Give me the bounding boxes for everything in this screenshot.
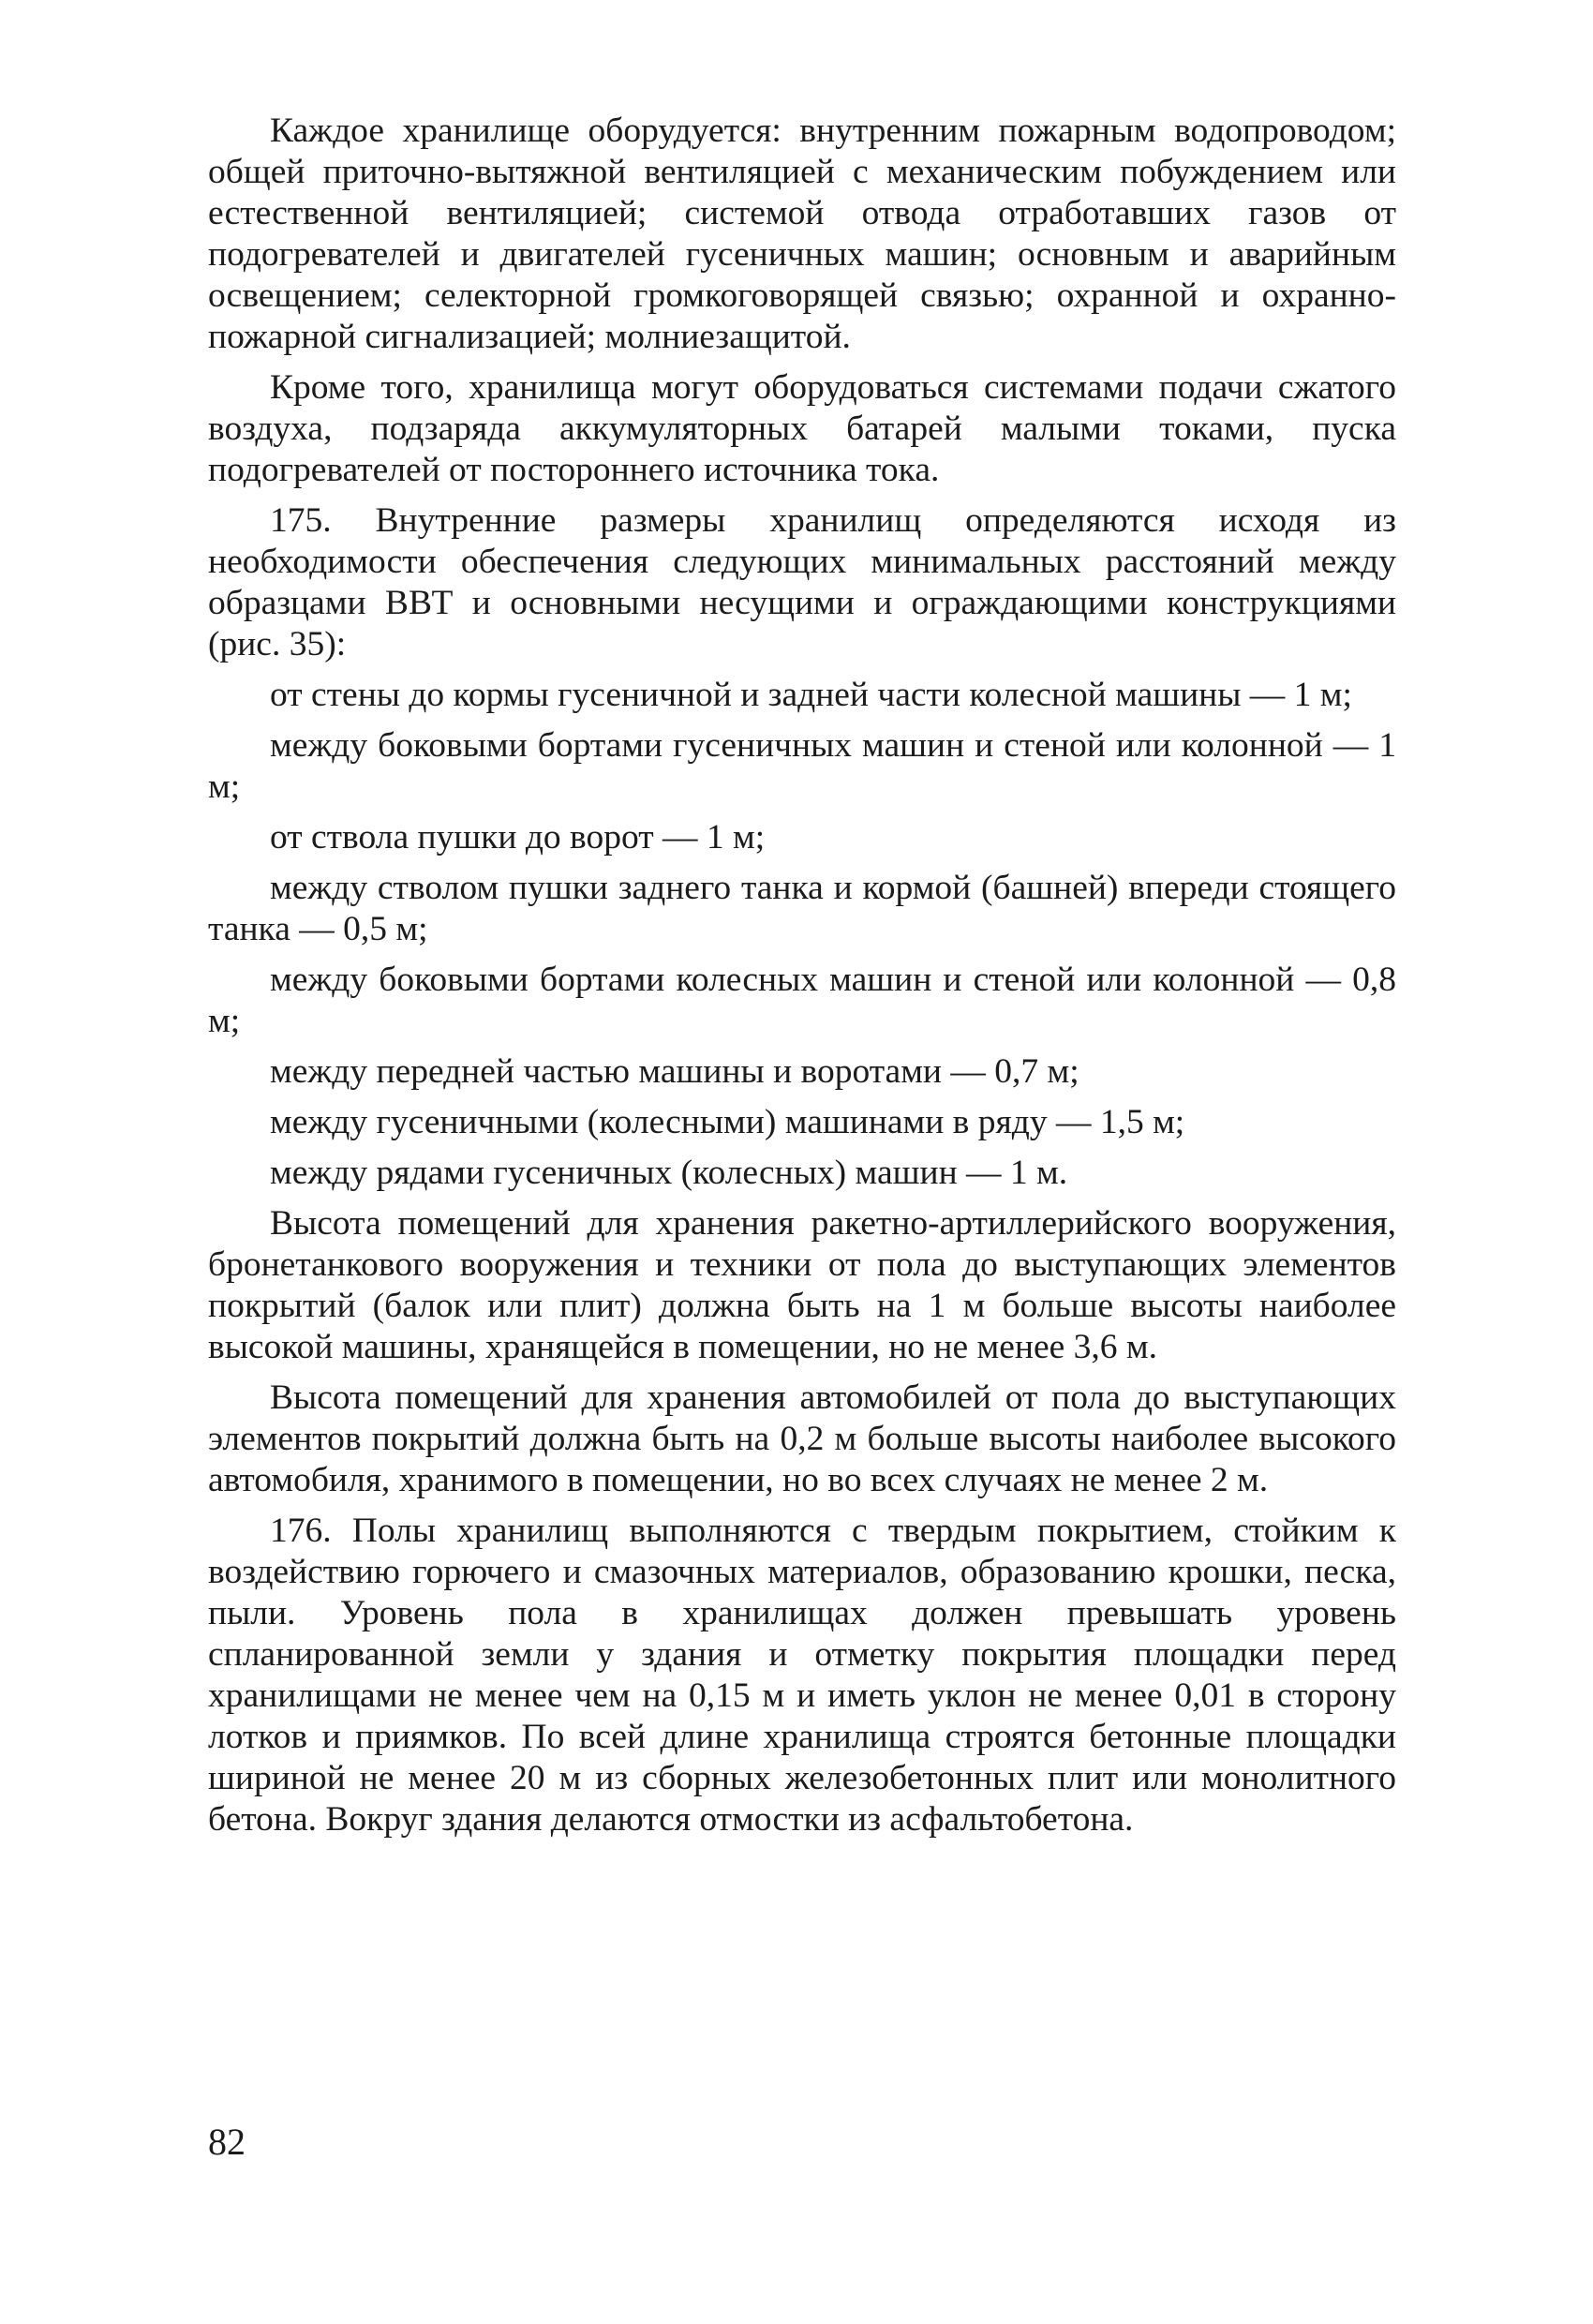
paragraph-176: 176. Полы хранилищ выполняются с твердым покрытием, стойким к воздействию горючего и смазочных материалов, образованию крошки, песка, пыли. Уровень пола в хранилищах должен превышать уровень спланированной земли у здания и отметку покрытия площадки перед хранилищами не менее чем на 0,15 м и иметь уклон не менее 0,01 в сторону лотков и приямков. По всей длине хранилища строятся бетонные площадки шириной не менее 20 м из сборных железобетонных плит или монолитного бетона. Вокруг здания делаются отмостки из асфальтобетона. (208, 1512, 1396, 1839)
list-item: от ствола пушки до ворот — 1 м; (270, 818, 766, 857)
paragraph-height-weapons: Высота помещений для хранения ракетно-артиллерийского вооружения, бронетанкового вооружения и техники от пола до выступающих элементов покрытий (балок или плит) должна быть на 1 м больше высоты наиболее высокой машины, хранящейся в помещении, но не менее 3,6 м. (208, 1204, 1396, 1366)
paragraph-height-vehicles: Высота помещений для хранения автомобилей от пола до выступающих элементов покрытий должна быть на 0,2 м больше высоты наиболее высокого автомобиля, хранимого в помещении, но во всех случаях не менее 2 м. (208, 1378, 1396, 1499)
list-item: между гусеничными (колесными) машинами в ряду — 1,5 м; (270, 1103, 1185, 1141)
paragraph-equipment: Каждое хранилище оборудуется: внутренним пожарным водопроводом; общей приточно-вытяжной вентиляцией с механическим побуждением или естественной вентиляцией; системой отвода отработавших газов от подогревателей и двигателей гусеничных машин; основным и аварийным освещением; селекторной громкоговорящей связью; охранной и охранно-пожарной сигнализацией; молниезащитой. (208, 112, 1396, 356)
list-item: между боковыми бортами колесных машин и стеной или колонной — 0,8 м; (208, 961, 1396, 1040)
list-item: между стволом пушки заднего танка и кормой (башней) впереди стоящего танка — 0,5 м; (208, 869, 1396, 948)
list-item: между боковыми бортами гусеничных машин и стеной или колонной — 1 м; (208, 726, 1396, 806)
list-item: между передней частью машины и воротами — 0,7 м; (270, 1052, 1079, 1091)
list-item: между рядами гусеничных (колесных) машин — 1 м. (270, 1154, 1068, 1192)
page-number: 82 (208, 2121, 246, 2163)
paragraph-175: 175. Внутренние размеры хранилищ определяются исходя из необходимости обеспечения следующих минимальных расстояний между образцами ВВТ и основными несущими и ограждающими конструкциями (рис. 35): (208, 501, 1396, 663)
paragraph-additional-systems: Кроме того, хранилища могут оборудоваться системами подачи сжатого воздуха, подзаряда аккумуляторных батарей малыми токами, пуска подогревателей от постороннего источника тока. (208, 368, 1396, 489)
list-item: от стены до кормы гусеничной и задней части колесной машины — 1 м; (270, 676, 1352, 714)
page-body (208, 111, 1396, 1850)
